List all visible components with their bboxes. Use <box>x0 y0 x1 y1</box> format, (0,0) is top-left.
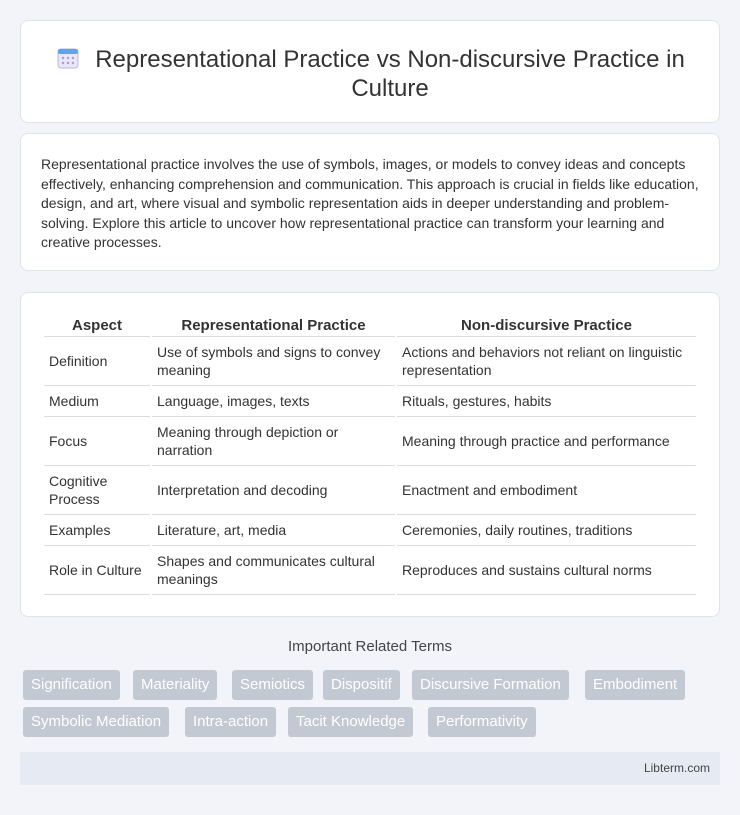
row-representational: Interpretation and decoding <box>152 466 395 515</box>
row-representational: Shapes and communicates cultural meanings <box>152 546 395 595</box>
tag-materiality[interactable]: Materiality <box>133 670 217 700</box>
row-non-discursive: Rituals, gestures, habits <box>397 386 696 417</box>
tag-intra-action[interactable]: Intra-action <box>185 707 276 737</box>
row-non-discursive: Meaning through practice and performance <box>397 417 696 466</box>
row-aspect: Examples <box>44 515 150 546</box>
row-aspect: Medium <box>44 386 150 417</box>
table-header-row <box>44 315 696 337</box>
page-title: Representational Practice vs Non-discursive Practice in Culture <box>95 46 685 102</box>
tag-dispositif[interactable]: Dispositif <box>323 670 400 700</box>
row-representational: Meaning through depiction or narration <box>152 417 395 466</box>
row-aspect: Cognitive Process <box>44 466 150 515</box>
row-non-discursive: Reproduces and sustains cultural norms <box>397 546 696 595</box>
related-terms-title: Important Related Terms <box>288 638 452 655</box>
table-row <box>44 546 696 595</box>
table-row <box>44 337 696 386</box>
row-non-discursive: Enactment and embodiment <box>397 466 696 515</box>
title-card <box>20 20 720 123</box>
tag-tacit-knowledge[interactable]: Tacit Knowledge <box>288 707 413 737</box>
tag-embodiment[interactable]: Embodiment <box>585 670 685 700</box>
row-representational: Literature, art, media <box>152 515 395 546</box>
intro-paragraph: Representational practice involves the use of symbols, images, or models to convey ideas and concepts effectively, enhancing comprehension and communication. This approach is crucial in fields like education, design, and art, where visual and symbolic representation aids in deeper understanding and problem-solving. Explore this article to uncover how representational practice can transform your learning and creative processes. <box>41 156 699 251</box>
header-non-discursive: Non-discursive Practice <box>397 315 696 337</box>
row-representational: Use of symbols and signs to convey meaning <box>152 337 395 386</box>
footer-site-link[interactable]: Libterm.com <box>643 761 710 775</box>
intro-card <box>20 133 720 271</box>
row-non-discursive: Actions and behaviors not reliant on linguistic representation <box>397 337 696 386</box>
row-aspect: Role in Culture <box>44 546 150 595</box>
tag-discursive-formation[interactable]: Discursive Formation <box>412 670 569 700</box>
table-row <box>44 466 696 515</box>
comparison-table <box>42 315 698 595</box>
table-row <box>44 417 696 466</box>
row-non-discursive: Ceremonies, daily routines, traditions <box>397 515 696 546</box>
tag-performativity[interactable]: Performativity <box>428 707 536 737</box>
footer <box>20 752 720 785</box>
header-aspect: Aspect <box>44 315 150 337</box>
row-representational: Language, images, texts <box>152 386 395 417</box>
table-row <box>44 386 696 417</box>
row-aspect: Focus <box>44 417 150 466</box>
comparison-card <box>20 292 720 617</box>
tag-symbolic-mediation[interactable]: Symbolic Mediation <box>23 707 169 737</box>
tag-signification[interactable]: Signification <box>23 670 120 700</box>
table-row <box>44 515 696 546</box>
header-representational: Representational Practice <box>152 315 395 337</box>
tag-semiotics[interactable]: Semiotics <box>232 670 313 700</box>
row-aspect: Definition <box>44 337 150 386</box>
